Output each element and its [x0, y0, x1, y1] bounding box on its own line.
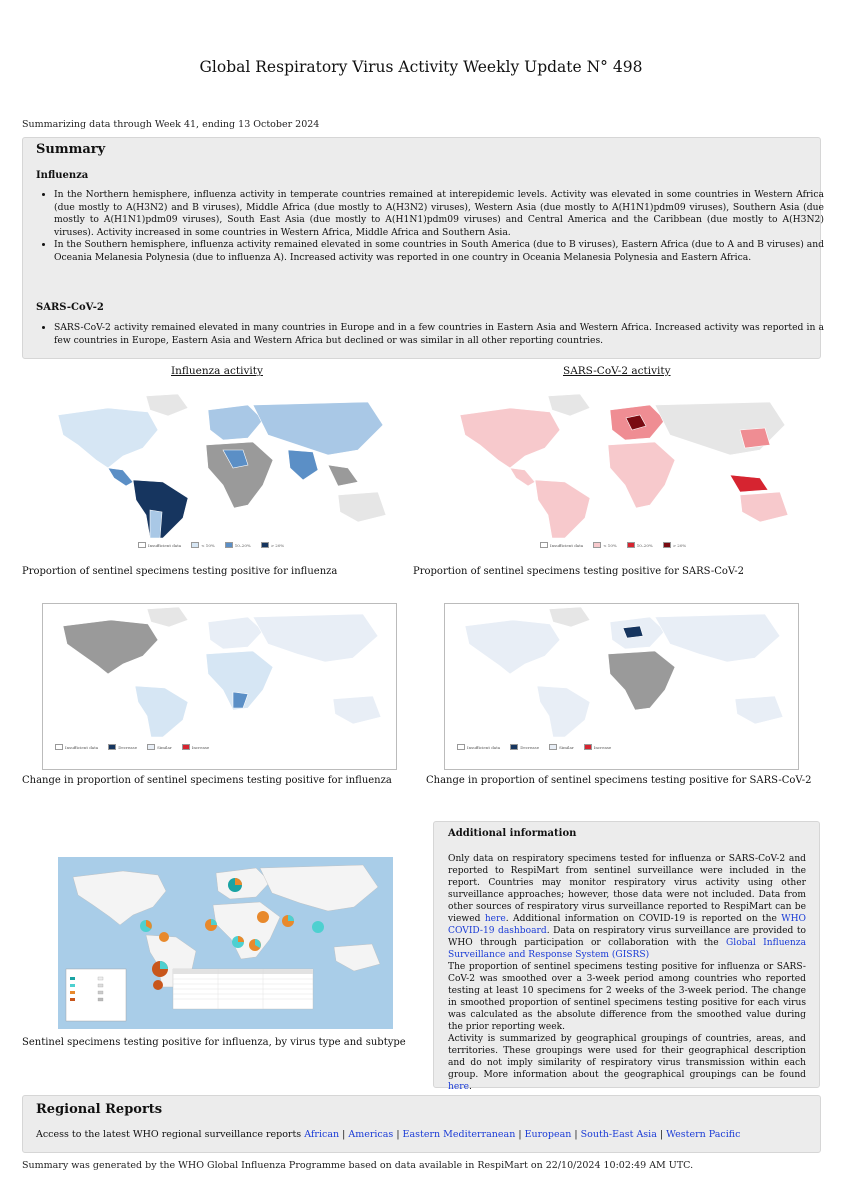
other-surveillance-link[interactable]: here	[484, 914, 506, 924]
regional-reports-heading: Regional Reports	[36, 1102, 163, 1117]
regional-link-african[interactable]: African	[304, 1129, 340, 1140]
page-title: Global Respiratory Virus Activity Weekly Update N° 498	[199, 58, 643, 76]
subtype-legend-box	[66, 969, 126, 1021]
world-landmass	[58, 394, 386, 538]
sars-change-caption: Change in proportion of sentinel specimens testing positive for SARS-CoV-2	[426, 775, 812, 786]
p3-text-a: Activity is summarized by geographical groupings of countries, areas, and territories. These groupings were used for their geographical description and do not imply similarity of respiratory virus transmission within each group. More information about the geographical groupings can be found	[448, 1034, 806, 1080]
sars-change-legend: Insufficient data Decrease Similar Increase	[457, 744, 787, 750]
p1-text-a: Only data on respiratory specimens tested for influenza or SARS-CoV-2 and reported to RespiMart from sentinel surveillance were included in the report. Countries may monitor respiratory virus activity using other surveillance approaches; however, those data were not included. Data from other sources of respiratory virus surveillance reported to RespiMart can be viewed	[448, 854, 806, 924]
world-landmass	[63, 607, 381, 737]
regional-reports-panel	[22, 1095, 821, 1153]
sars-heading: SARS-CoV-2	[36, 302, 104, 313]
regional-link-americas[interactable]: Americas	[348, 1129, 394, 1140]
additional-info-paragraph-2: The proportion of sentinel specimens testing positive for influenza or SARS-CoV-2 was smoothed over a 3-week period among countries who reported testing at least 10 specimens for 2 weeks of the 3-week period. The change in smoothed proportion of sentinel specimens testing positive for each virus was calculated as the absolute difference from the smoothed value during the prior reporting week.	[448, 962, 806, 1032]
regional-intro: Access to the latest WHO regional surveillance reports	[36, 1129, 302, 1140]
geographical-groupings-link[interactable]: here	[448, 1082, 469, 1092]
influenza-activity-title: Influenza activity	[171, 365, 263, 377]
influenza-change-legend: Insufficient data Decrease Similar Increase	[55, 744, 385, 750]
influenza-point-southern: • In the Southern hemisphere, influenza activity remained elevated in some countries in South America (due to B viruses), Eastern Africa (due to A and B viruses) and Oceania Melanesia Polynesia (due to influenza A). Increased activity was reported in one country in Oceania Melanesia Polynesia and Eastern Africa.	[54, 239, 824, 264]
additional-info-heading: Additional information	[448, 828, 577, 839]
sars-activity-title: SARS-CoV-2 activity	[563, 365, 671, 377]
additional-info-paragraph-1	[448, 853, 806, 961]
regional-link-western-pacific[interactable]: Western Pacific	[666, 1129, 741, 1140]
regional-link-south-east-asia[interactable]: South-East Asia	[580, 1129, 657, 1140]
subtype-data-table	[173, 969, 313, 1009]
generation-footer: Summary was generated by the WHO Global Influenza Programme based on data available in RespiMart on 22/10/2024 10:02:49 AM UTC.	[22, 1160, 694, 1171]
sars-change-map	[444, 603, 799, 770]
subtype-caption: Sentinel specimens testing positive for influenza, by virus type and subtype	[22, 1037, 406, 1048]
world-landmass	[465, 607, 783, 737]
gisrs-link[interactable]: Global Influenza Surveillance and Response System (GISRS)	[448, 938, 807, 960]
influenza-point-northern: • In the Northern hemisphere, influenza activity in temperate countries remained at interepidemic levels. Activity was elevated in some countries in Western Africa (due mostly to A(H3N2) and B viruses), Middle Africa (due mostly to A(H3N2) viruses), Western Asia (due mostly to A(H1N1)pdm09 viruses), Southern Asia (due mostly to A(H1N1)pdm09 viruses), South East Asia (due mostly to A(H1N1)pdm09 viruses) and Central America and the Caribbean (due mostly to A(H3N2) viruses). Activity increased in some countries in Western Africa, Middle Africa and Southern Asia.	[54, 189, 824, 239]
sars-point: • SARS-CoV-2 activity remained elevated in many countries in Europe and in a few countries in Eastern Asia and Western Africa. Increased activity was reported in a few countries in Europe, Eastern Asia and Western Africa but declined or was similar in all other reporting countries.	[54, 322, 824, 347]
influenza-positivity-caption: Proportion of sentinel specimens testing positive for influenza	[22, 566, 338, 577]
influenza-positivity-legend: Insufficient data < 10% 10–20% > 20%	[138, 542, 358, 548]
summary-panel	[22, 137, 824, 359]
influenza-change-caption: Change in proportion of sentinel specimens testing positive for influenza	[22, 775, 392, 786]
world-landmass	[460, 394, 788, 538]
influenza-points	[36, 189, 824, 265]
reporting-period: Summarizing data through Week 41, ending 13 October 2024	[22, 119, 320, 130]
additional-info-panel	[433, 821, 820, 1092]
p1-text-b: . Additional information on COVID-19 is reported on the	[505, 914, 782, 924]
world-landmass	[73, 865, 380, 987]
additional-info-paragraph-3	[448, 1033, 806, 1093]
influenza-positivity-map	[38, 390, 400, 558]
p1-text-c: . Data on respiratory virus surveillance are provided to WHO through participation or collaboration with the	[448, 926, 807, 948]
p3-text-b: .	[468, 1082, 472, 1092]
sars-positivity-caption: Proportion of sentinel specimens testing positive for SARS-CoV-2	[413, 566, 744, 577]
regional-link-eastern-mediterranean[interactable]: Eastern Mediterranean	[402, 1129, 516, 1140]
regional-link-european[interactable]: European	[524, 1129, 572, 1140]
regional-reports-line: Access to the latest WHO regional surveillance reports African | Americas | Eastern Mediterranean | European | South-East Asia | Western Pacific	[36, 1129, 741, 1140]
sars-positivity-map	[440, 390, 802, 558]
sars-positivity-legend: Insufficient data < 10% 10–20% > 20%	[540, 542, 760, 548]
sars-points	[36, 322, 824, 347]
covid-dashboard-link[interactable]: WHO COVID-19 dashboard	[448, 914, 806, 936]
influenza-subtype-map	[58, 857, 393, 1029]
influenza-heading: Influenza	[36, 170, 89, 181]
summary-heading: Summary	[36, 142, 106, 157]
influenza-change-map	[42, 603, 397, 770]
